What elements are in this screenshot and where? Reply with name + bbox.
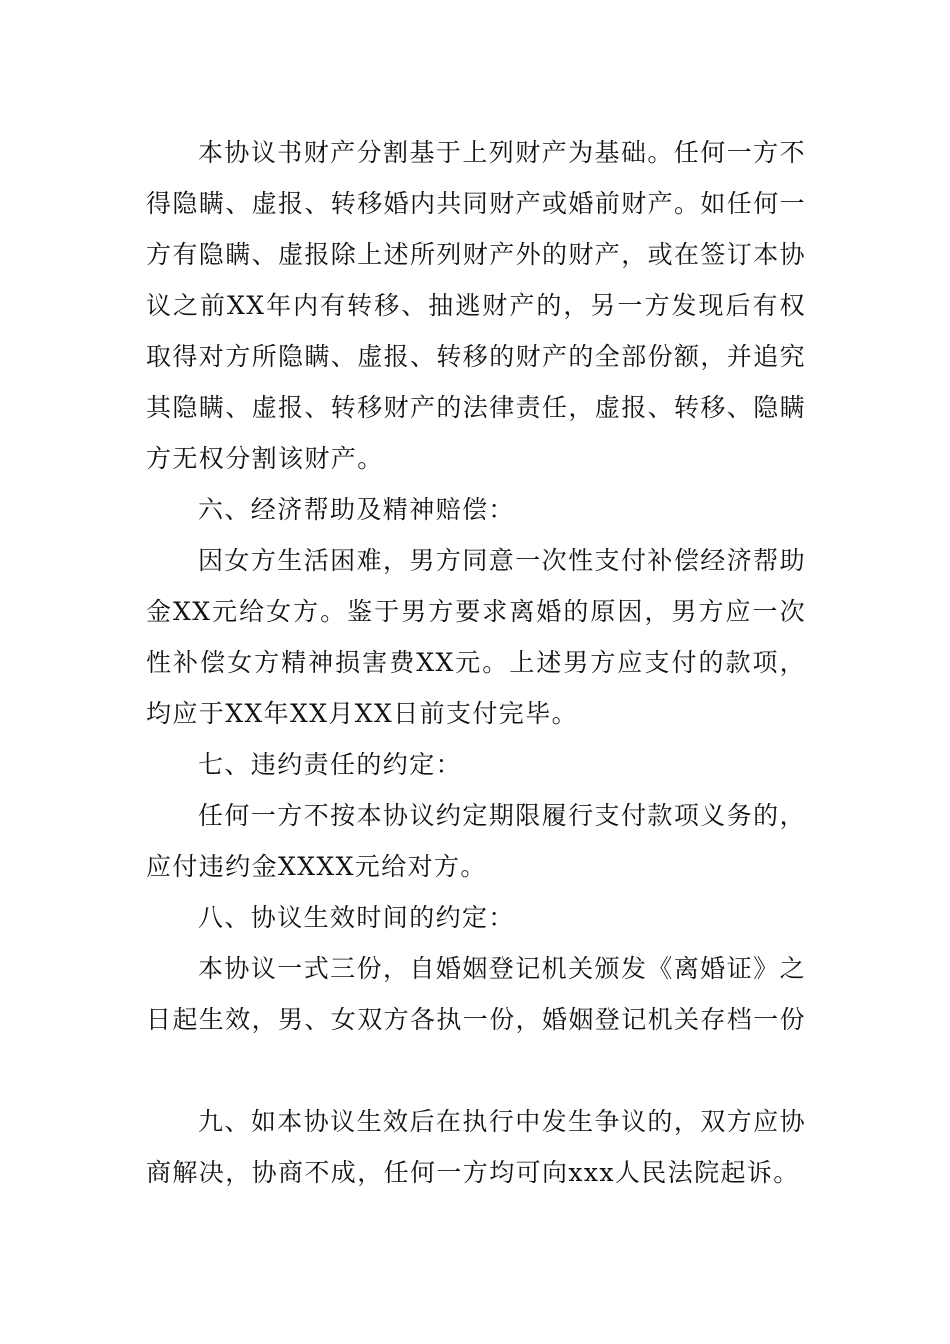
paragraph-dispute-resolution: 九、如本协议生效后在执行中发生争议的，双方应协商解决，协商不成，任何一方均可向xxx人民法院起诉。 [146, 1107, 806, 1187]
document-body [146, 127, 806, 1198]
blank-line [146, 1045, 806, 1096]
paragraph-breach-liability: 任何一方不按本协议约定期限履行支付款项义务的，应付违约金XXXX元给对方。 [146, 801, 806, 881]
paragraph-economic-compensation: 因女方生活困难，男方同意一次性支付补偿经济帮助金XX元给女方。鉴于男方要求离婚的原因，男方应一次性补偿女方精神损害费XX元。上述男方应支付的款项，均应于XX年XX月XX日前支付完毕。 [146, 546, 806, 728]
paragraph-effective-time: 本协议一式三份，自婚姻登记机关颁发《离婚证》之日起生效，男、女双方各执一份，婚姻登记机关存档一份 [146, 954, 807, 1034]
paragraph-property-disclosure: 本协议书财产分割基于上列财产为基础。任何一方不得隐瞒、虚报、转移婚内共同财产或婚前财产。如任何一方有隐瞒、虚报除上述所列财产外的财产，或在签订本协议之前XX年内有转移、抽逃财产的，另一方发现后有权取得对方所隐瞒、虚报、转移的财产的全部份额，并追究其隐瞒、虚报、转移财产的法律责任，虚报、转移、隐瞒方无权分割该财产。 [146, 138, 807, 473]
heading-section-8: 八、协议生效时间的约定： [198, 903, 515, 932]
heading-section-6: 六、经济帮助及精神赔偿： [198, 495, 515, 524]
heading-section-7: 七、违约责任的约定： [198, 750, 463, 779]
